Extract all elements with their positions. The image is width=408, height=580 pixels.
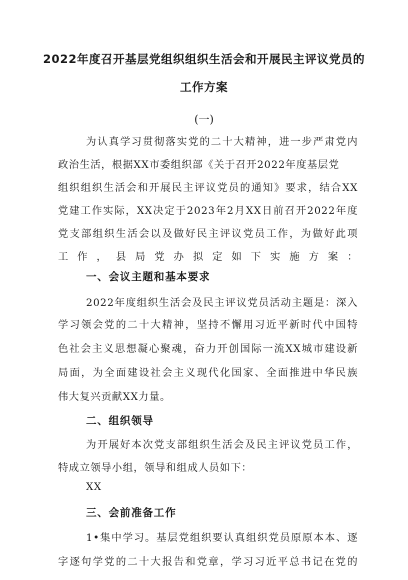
intro-line-1: 为认真学习贯彻落实党的二十大精神，进一步严肃党内 — [86, 137, 358, 148]
intro-line-4: 党建工作实际，XX决定于2023年2月XX日前召开2022年度 — [58, 206, 358, 217]
section3-line-2: 字逐句学党的二十大报告和党章，学习习近平总书记在党的 — [58, 557, 358, 568]
section2-line-2: 特成立领导小组，领导和组成人员如下： — [58, 463, 253, 474]
intro-line-6: 工作，县局党办拟定如下实施方案： — [58, 252, 358, 263]
section1-line-2: 学习领会党的二十大精神，坚持不懈用习近平新时代中国特 — [58, 320, 358, 331]
section1-line-4: 局面，为全面建设社会主义现代化国家、全面推进中华民族 — [58, 368, 358, 379]
section3-line-1: 1•集中学习。基层党组织要认真组织党员原原本本、逐 — [86, 533, 358, 544]
section-heading-3: 三、会前准备工作 — [86, 507, 177, 519]
section-heading-2: 二、组织领导 — [86, 415, 154, 427]
document-title-line-1: 2022年度召开基层党组织组织生活会和开展民主评议党员的 — [42, 52, 365, 66]
intro-line-5: 党支部组织生活会以及做好民主评议党员工作，为做好此项 — [58, 229, 358, 240]
section1-line-5: 伟大复兴贡献XX力量。 — [58, 392, 171, 403]
section2-line-3: XX — [86, 482, 102, 493]
section-heading-1: 一、会议主题和基本要求 — [86, 271, 211, 283]
intro-line-3: 组织组织生活会和开展民主评议党员的通知》要求，结合XX — [58, 183, 358, 194]
section1-line-3: 色社会主义思想凝心聚魂，奋力开创国际一流XX城市建设新 — [58, 344, 358, 355]
intro-line-2: 政治生活，根据XX市委组织部《关于召开2022年度基层党 — [58, 160, 340, 171]
section1-line-1: 2022年度组织生活会及民主评议党员活动主题是：深入 — [86, 298, 358, 309]
section-number: (一) — [194, 113, 214, 126]
document-title-line-2: 工作方案 — [180, 80, 228, 94]
section2-line-1: 为开展好本次党支部组织生活会及民主评议党员工作， — [86, 440, 358, 451]
